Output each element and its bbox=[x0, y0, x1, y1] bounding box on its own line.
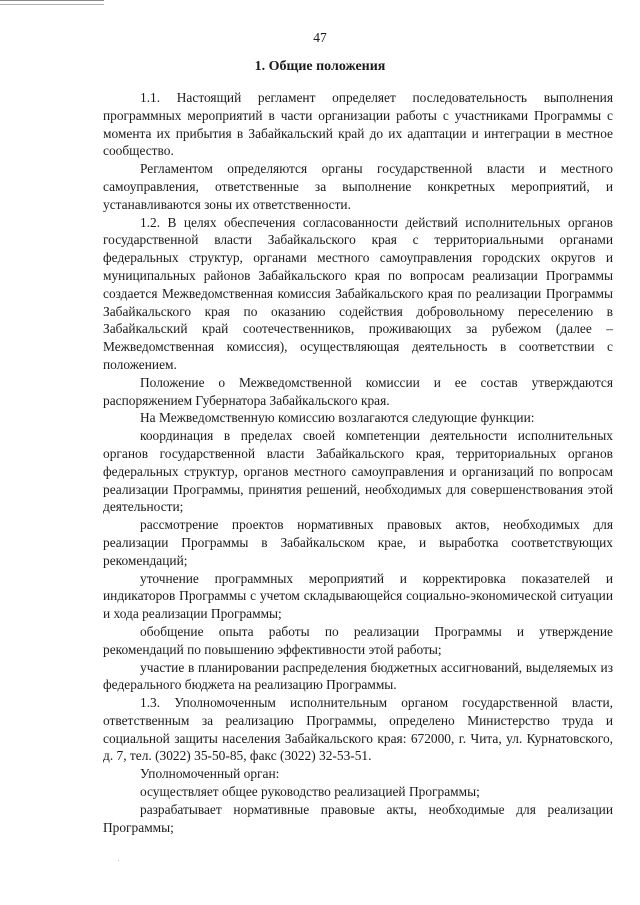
page-number: 47 bbox=[313, 30, 327, 45]
function-item-review-drafts: рассмотрение проектов нормативных правовых актов, необходимых для реализации Программы в Забайкальском крае, и выработка соответствующих рекомендаций; bbox=[103, 517, 613, 568]
paragraph-commission-functions-intro: На Межведомственную комиссию возлагаются следующие функции: bbox=[140, 410, 535, 426]
paragraph-authorized-body: Уполномоченный орган: bbox=[140, 766, 280, 782]
function-item-generalization: обобщение опыта работы по реализации Программы и утверждение рекомендаций по повышению эффективности этой работы; bbox=[103, 623, 613, 657]
paragraph-1-3: 1.3. Уполномоченным исполнительным органом государственной власти, ответственным за реализацию Программы, определено Министерство труда и социальной защиты населения Забайкальского края: 672000, г. Чита, ул. Курнатовского, д. 7, тел. (3022) 35-50-85, факс (3022) 32-53-51. bbox=[103, 695, 613, 764]
authorized-body-item-legal-acts: разрабатывает нормативные правовые акты, необходимые для реализации Программы; bbox=[103, 801, 613, 835]
scan-speck bbox=[118, 860, 119, 861]
function-item-clarification: уточнение программных мероприятий и корректировка показателей и индикаторов Программы с учетом складывающейся социально-экономической ситуации и хода реализации Программы; bbox=[103, 570, 613, 622]
document-body bbox=[103, 89, 613, 836]
paragraph-regulation-bodies: Регламентом определяются органы государственной власти и местного самоуправления, ответственные за выполнение конкретных мероприятий, и устанавливаются зоны их ответственности. bbox=[103, 161, 613, 212]
paragraph-commission-regulation: Положение о Межведомственной комиссии и ее состав утверждаются распоряжением Губернатора Забайкальского края. bbox=[103, 374, 613, 408]
paragraph-1-1: 1.1. Настоящий регламент определяет последовательность выполнения программных мероприятий в части организации работы с участниками Программы с момента их прибытия в Забайкальский край до их адаптации и интеграции в местное сообщество. bbox=[103, 90, 613, 159]
scan-edge-mark bbox=[0, 0, 104, 5]
section-title: 1. Общие положения bbox=[254, 59, 386, 74]
paragraph-1-2: 1.2. В целях обеспечения согласованности действий исполнительных органов государственной власти Забайкальского края с территориальными органами федеральных структур, органами местного самоуправления городских округов и муниципальных районов Забайкальского края по вопросам реализации Программы создается Межведомственная комиссия Забайкальского края по реализации Программы Забайкальского края по оказанию содействия добровольному переселению в Забайкальский край соотечественников, проживающих за рубежом (далее – Межведомственная комиссия), осуществляющая деятельность в соответствии с положением. bbox=[103, 214, 613, 372]
authorized-body-item-management: осуществляет общее руководство реализацией Программы; bbox=[140, 784, 480, 800]
function-item-budget-planning: участие в планировании распределения бюджетных ассигнований, выделяемых из федерального бюджета на реализацию Программы. bbox=[103, 659, 613, 693]
function-item-coordination: координация в пределах своей компетенции деятельности исполнительных органов государственной власти Забайкальского края, территориальных органов федеральных структур, органов местного самоуправления и организаций по вопросам реализации Программы, принятия решений, необходимых для совершенствования этой деятельности; bbox=[103, 428, 613, 515]
